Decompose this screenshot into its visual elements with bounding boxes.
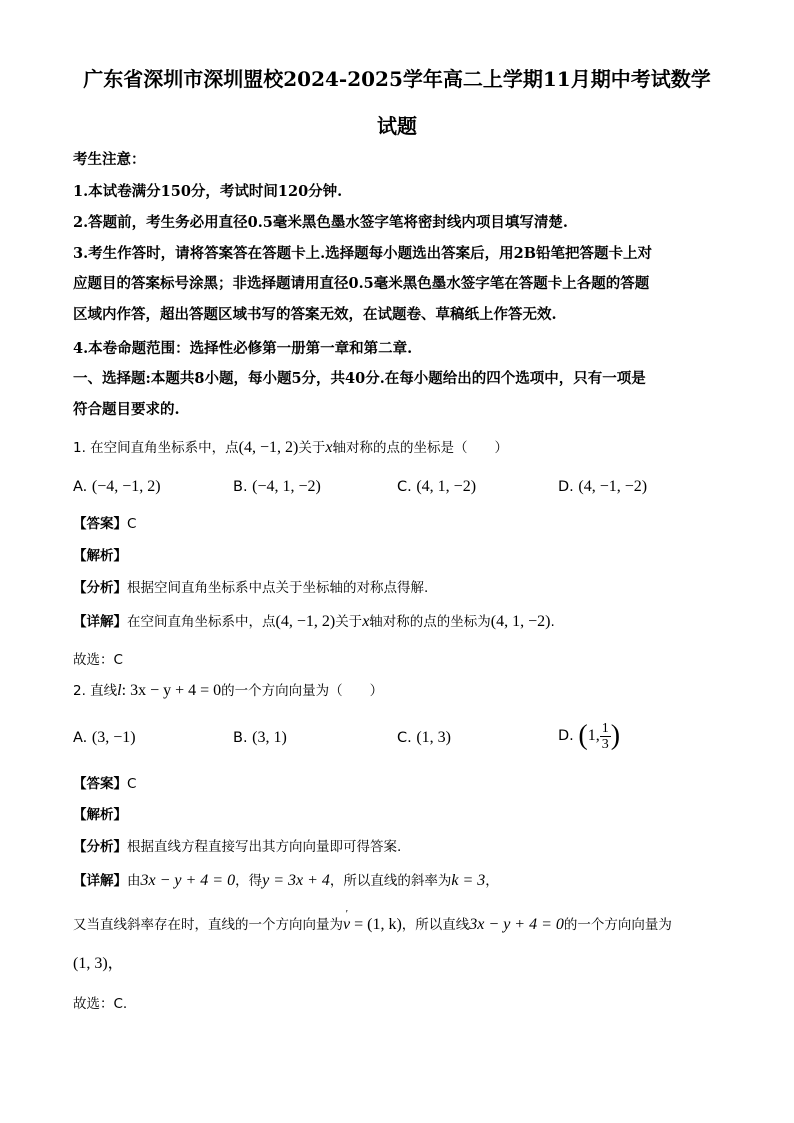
q2-option-b: B. (3, 1) xyxy=(233,729,287,746)
q1-stem xyxy=(73,438,508,458)
q2-analysis-label: 【解析】 xyxy=(73,807,127,823)
q1-analysis-label: 【解析】 xyxy=(73,548,127,564)
section1-line1: 一、选择题:本题共8小题，每小题5分，共40分.在每小题给出的四个选项中，只有一项是 xyxy=(73,370,646,387)
notice-heading: 考生注意： xyxy=(73,151,146,168)
q2-detail-1: 【详解】由3x − y + 4 = 0，得y = 3x + 4，所以直线的斜率为k = 3， xyxy=(73,872,499,889)
doc-title-line1: 广东省深圳市深圳盟校2024-2025学年高二上学期11月期中考试数学 xyxy=(83,67,711,91)
q1-option-c: C. (4, 1, −2) xyxy=(397,478,477,495)
q2-option-a: A. (3, −1) xyxy=(73,729,136,746)
direction-vector-symbol: ' v xyxy=(343,915,350,935)
q1-fenxi: 【分析】根据空间直角坐标系中点关于坐标轴的对称点得解. xyxy=(73,580,429,596)
q2-option-c: C. (1, 3) xyxy=(397,729,451,746)
q2-answer: 【答案】C xyxy=(73,776,137,792)
q1-stem-c: 轴对称的点的坐标是（ ） xyxy=(332,440,508,456)
q2-line-eq: : 3x − y + 4 = 0 xyxy=(121,682,222,699)
q2-option-d-fraction: $\frac{1}{3}$ xyxy=(601,720,609,752)
q1-axis-var: x xyxy=(325,439,333,456)
notice-item-3-line3: 区域内作答，超出答题区域书写的答案无效，在试题卷、草稿纸上作答无效. xyxy=(73,306,557,323)
q2-detail-3: (1, 3)， xyxy=(73,955,124,972)
q1-stem-a: 1. 在空间直角坐标系中，点 xyxy=(73,440,239,456)
q1-option-d: D. (4, −1, −2) xyxy=(558,478,648,495)
q2-fenxi: 【分析】根据直线方程直接写出其方向向量即可得答案. xyxy=(73,839,402,855)
q1-option-b: B. (−4, 1, −2) xyxy=(233,478,321,495)
doc-title-line2: 试题 xyxy=(377,114,417,138)
notice-item-3-line2: 应题目的答案标号涂黑；非选择题请用直径0.5毫米黑色墨水签字笔在答题卡上各题的答题 xyxy=(73,275,650,292)
q1-answer: 【答案】C xyxy=(73,516,137,532)
q2-option-d: D. (1, $\frac{1}{3}$ ) xyxy=(558,720,621,752)
q1-stem-b: 关于 xyxy=(298,440,326,456)
notice-item-2: 2.答题前，考生务必用直径0.5毫米黑色墨水签字笔将密封线内项目填写清楚. xyxy=(73,214,568,231)
q2-detail-2: 又当直线斜率存在时，直线的一个方向向量为' v = (1, k)，所以直线3x − y + 4 = 0的一个方向向量为 xyxy=(73,915,672,935)
q1-point: (4, −1, 2) xyxy=(238,439,299,456)
notice-item-4: 4.本卷命题范围：选择性必修第一册第一章和第二章. xyxy=(73,340,413,357)
q2-stem: 2. 直线l: 3x − y + 4 = 0的一个方向向量为（ ） xyxy=(73,682,384,699)
notice-item-1: 1.本试卷满分150分，考试时间120分钟. xyxy=(73,183,343,200)
q1-option-a: A. (−4, −1, 2) xyxy=(73,478,161,495)
notice-item-3-line1: 3.考生作答时，请将答案答在答题卡上.选择题每小题选出答案后，用2B铅笔把答题卡上对 xyxy=(73,245,653,262)
q2-line-name: l xyxy=(117,682,122,699)
q2-choose: 故选：C. xyxy=(73,996,128,1012)
q1-choose: 故选：C xyxy=(73,652,123,668)
q1-detail: 【详解】在空间直角坐标系中，点(4, −1, 2)关于x轴对称的点的坐标为(4, 1, −2). xyxy=(73,613,555,630)
section1-line2: 符合题目要求的. xyxy=(73,401,180,418)
